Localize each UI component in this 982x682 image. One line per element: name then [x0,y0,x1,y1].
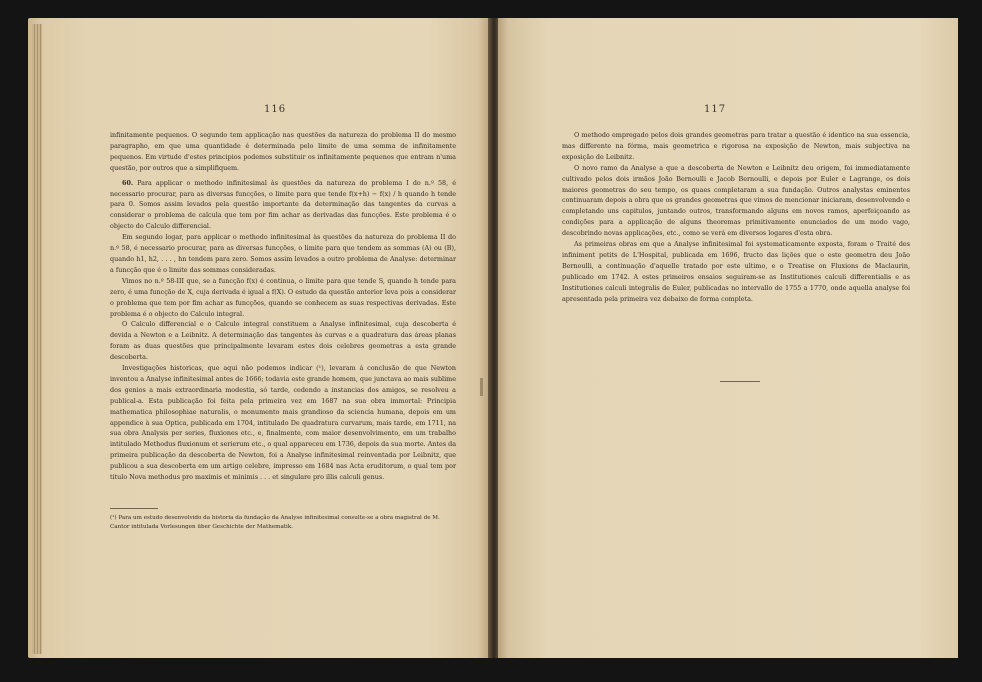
section-number: 60. [122,178,134,187]
page-crease [480,378,483,396]
paragraph: Investigações historicas, que aqui não podemos indicar (¹), levaram á conclusão de que Newton inventou a Analyse infinitesimal antes de 1666; todavia este grande homem, que junctava ao mais sublime dos genios a mais extraordinaria modestia, só tarde, cedendo a instancias dos amigos, se resolveu a publical-a. Esta publicação foi feita pela primeira vez em 1687 na sua obra immortal: Principia mathematica philosophiae naturalis, o monumento mais grandioso da sciencia humana, depois em um appendice à sua Optica, publicada em 1704, intitulado De quadratura curvarum, mais tarde, em 1711, na sua obra Analysis per series, fluxiones etc., e, finalmente, com maior desenvolvimento, em um trabalho intitulado Methodus fluxionum et serierum etc., o qual appareceu em 1736, depois da sua morte. Antes da primeira publicação da descoberta de Newton, foi a Analyse infinitesimal reinventada por Leibnitz, que publicou a sua descoberta em um artigo celebre, impresso em 1684 nas Acta eruditorum, o qual tem por titulo Nova methodus pro maximis et minimis . . . et singulare pro illis calculi genus. [110,364,456,482]
paragraph: O novo ramo da Analyse a que a descoberta de Newton e Leibnitz deu origem, foi immediatamente cultivado pelos dois irmãos João Bernoulli e Jacob Bernoulli, e depois por Euler e Lagrange, os dois maiores geometras do seu tempo, os quaes completaram a sua fundação. Outros analystas eminentes continuaram depois a obra que os grandes geometras que vimos de mencionar iniciaram, desenvolvendo e completando uns capitulos, juntando outros, transformando alguns em novos ramos, aperfeiçoando as condições para a applicação de alguns theoremas primitivamente enunciados de um modo vago, descobrindo novas applicações, etc., como se verá em diversos logares d'esta obra. [562,163,910,238]
section-paragraph [110,178,456,233]
paragraph: O methodo empregado pelos dois grandes geometras para tratar a questão é identico na sua essencia, mas differente na fórma, mais geometrica e rigorosa na exposição de Newton, mais subjectiva na exposição de Leibnitz. [562,131,910,161]
left-body-text [110,130,456,483]
paragraph: As primeiras obras em que a Analyse infinitesimal foi systematicamente exposta, foram o Traité des infiniment petits de L'Hospital, publicada em 1696, fructo das lições que o este geometra deu João Bernoulli, a continuação d'aquelle tratado por este ultimo, e o Treatise on Fluxions de Maclaurin, publicado em 1742. A estes primeiros ensaios seguiram-se as Institutiones calculi differentialis e as Institutiones calculi integralis de Euler, publicadas no intervallo de 1755 a 1770, onde aquella analyse foi apresentada pela primeira vez debaixo de forma completa. [562,240,910,303]
open-book [28,18,958,658]
page-number-left: 116 [264,104,287,115]
end-rule [720,381,760,382]
paragraph: O Calculo differencial e o Calculo integral constituem a Analyse infinitesimal, cuja descoberta é devida a Newton e a Leibnitz. A determinação das tangentes às curvas e a quadratura das áreas planas foram as duas questões que principalmente levaram estes dois celebres geometras a esta grande descoberta. [110,320,456,362]
footnote-rule [110,508,158,509]
paragraph: Em segundo logar, para applicar o methodo infinitesimal às questões da natureza do problema II do n.º 58, é necessario procurar, para as diversas funcções, o limite para que tendem as sommas (A) ou (B), quando h1, h2, . . . , hn tendem para zero. Somos assim levados a outro problema de Analyse: determinar a funcção que é o limite das sommas consideradas. [110,233,456,274]
right-page [498,18,958,658]
footnote: (¹) Para um estudo desenvolvido da historia da fundação da Analyse infinitesimal consulte-se a obra magistral de M. Cantor intitulada Vorlesungen über Geschichte der Mathematik. [110,515,440,530]
page-edges [32,24,42,654]
left-page [28,18,490,658]
right-body-text [562,130,910,305]
paragraph: Para applicar o methodo infinitesimal às questões da natureza do problema I do n.º 58, é necessario procurar, para as diversas funcções, o limite para que tende f(x+h) − f(x) / h quando h tende para 0. Somos assim levados pela questão importante da determinação das tangentes da curvas a considerar o problema de calcula que tem por fim achar as derivadas das funcções. Este problema é o objecto do Calculo differencial. [110,178,456,231]
paragraph: infinitamente pequenos. O segundo tem applicação nas questões da natureza do problema II do mesmo paragrapho, em que uma quantidade é determinada pelo limite de uma somma de infinitamente pequenos. Em virtude d'estes principios podemos substituir os infinitamente pequenos que entram n'uma questão, por outros que a simplifiquem. [110,131,456,172]
page-number-right: 117 [704,104,727,115]
paragraph: Vimos no n.º 58-III que, se a funcção f(x) é continua, o limite para que tende S, quando h tende para zero, é uma funcção de X, cuja derivada é igual a f(X). O estudo da questão anterior leva pois a considerar o problema que tem por fim achar as funcções, quando se conhecem as suas respectivas derivadas. Este problema é o objecto do Calculo integral. [110,276,456,318]
